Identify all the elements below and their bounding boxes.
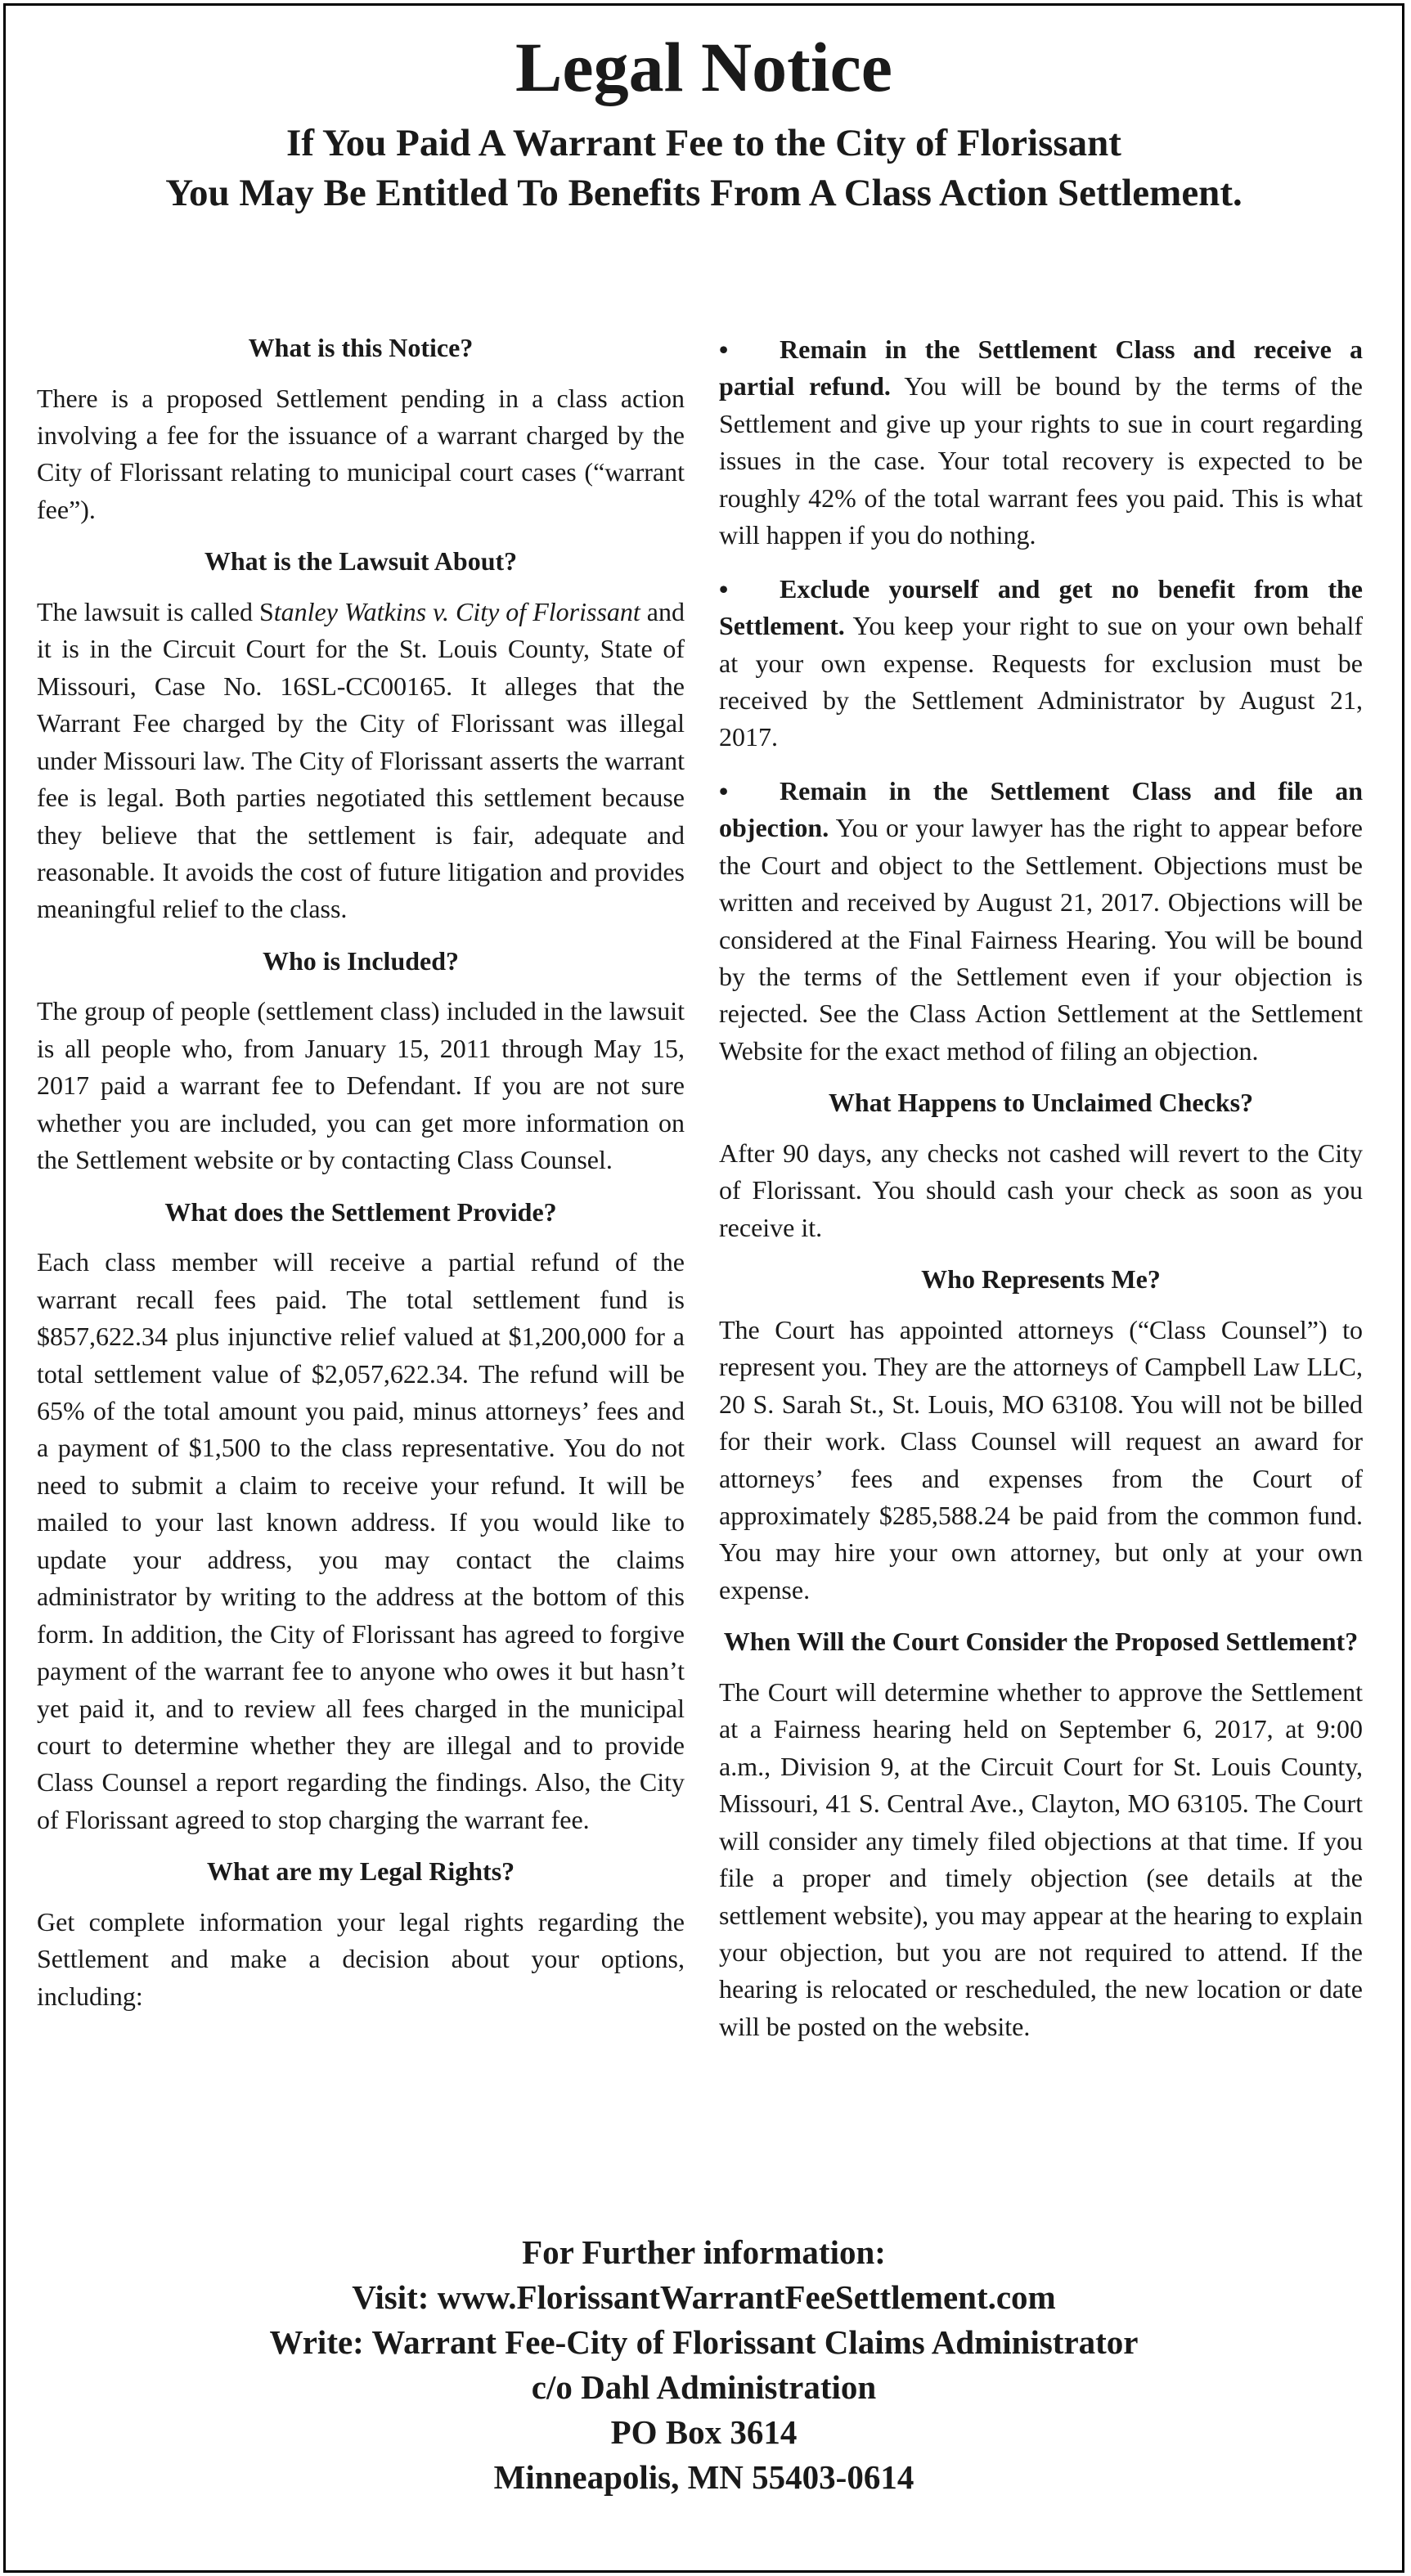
footer-line-1: For Further information: xyxy=(522,2233,886,2271)
body-who-represents: The Court has appointed attorneys (“Class Counsel”) to represent you. They are the attorneys of Campbell Law LLC, 20 S. Sarah St., St. Louis, MO 63108. You will not be billed for their work. Class Counsel will request an award for attorneys’ fees and expenses from the Court of approximately $285,588.24 be paid from the common fund. You may hire your own attorney, but only at your own expense. xyxy=(719,1314,1363,1604)
footer-care-of: c/o Dahl Administration xyxy=(531,2367,877,2406)
heading-who-represents: Who Represents Me? xyxy=(921,1264,1161,1295)
option-remain-refund xyxy=(719,331,1363,554)
option-exclude-text: You keep your right to sue on your own behalf at your own expense. Requests for exclusion must be received by the Settlement Administrator by August 21, 2017. xyxy=(719,611,1363,752)
left-column xyxy=(37,331,685,2031)
lawsuit-text-post: and it is in the Circuit Court for the St. Louis County, State of Missouri, Case No. 16SL-CC00165. It alleges that the Warrant Fee charged by the City of Florissant was illegal under Missouri law. The City of Florissant asserts the warrant fee is legal. Both parties negotiated this settlement because they believe that the settlement is fair, adequate and reasonable. It avoids the cost of future litigation and provides meaningful relief to the class. xyxy=(37,596,685,924)
heading-who-included: Who is Included? xyxy=(262,945,460,976)
bullet-icon: • xyxy=(719,775,729,806)
heading-unclaimed-checks: What Happens to Unclaimed Checks? xyxy=(828,1088,1254,1118)
body-settlement-provide: Each class member will receive a partial refund of the warrant recall fees paid. The total settlement fund is $857,622.34 plus injunctive relief valued at $1,200,000 for a total settlement value of $2,057,622.34. The refund will be 65% of the total amount you paid, minus attorneys’ fees and a payment of $1,500 to the class representative. You do not need to submit a claim to receive your refund. It will be mailed to your last known address. If you would like to update your address, you may contact the claims administrator by writing to the address at the bottom of this form. In addition, the City of Florissant has agreed to forgive payment of the warrant fee to anyone who owes it but hasn’t yet paid it, and to review all fees charged in the municipal court to determine whether they are illegal and to provide Class Counsel a report regarding the findings. Also, the City of Florissant agreed to stop charging the warrant fee. xyxy=(37,1247,685,1834)
lawsuit-text-pre: The lawsuit is called S xyxy=(37,596,274,626)
legal-notice-page xyxy=(3,3,1404,2573)
bullet-icon: • xyxy=(719,334,729,364)
bullet-icon: • xyxy=(719,573,729,604)
page-title: Legal Notice xyxy=(515,28,892,106)
footer-website: Visit: www.FlorissantWarrantFeeSettlement.com xyxy=(352,2278,1056,2316)
option-exclude-title: Exclude yourself and get no benefit from the Settlement. xyxy=(719,573,1363,641)
option-exclude xyxy=(719,571,1363,756)
heading-court-consider: When Will the Court Consider the Proposed Settlement? xyxy=(723,1627,1359,1657)
page-subtitle xyxy=(6,119,1402,218)
body-unclaimed-checks: After 90 days, any checks not cashed will revert to the City of Florissant. You should cash your check as soon as you receive it. xyxy=(719,1138,1363,1242)
footer-city: Minneapolis, MN 55403-0614 xyxy=(493,2457,914,2496)
heading-settlement-provide: What does the Settlement Provide? xyxy=(164,1196,557,1227)
option-objection-text: You or your lawyer has the right to appear before the Court and object to the Settlement. Objections must be written and received by August 21, 2017. Objections will be considered at the Final Fairness Hearing. You will be bound by the terms of the Settlement even if your objection is rejected. See the Class Action Settlement at the Settlement Website for the exact method of filing an objection. xyxy=(719,813,1363,1066)
heading-lawsuit-about: What is the Lawsuit About? xyxy=(204,546,518,577)
footer-po-box: PO Box 3614 xyxy=(610,2412,798,2451)
body-lawsuit-about xyxy=(37,594,685,928)
option-objection xyxy=(719,773,1363,1070)
body-what-is-notice: There is a proposed Settlement pending in a class action involving a fee for the issuance of a warrant charged by the City of Florissant relating to municipal court cases (“warrant fee”). xyxy=(37,383,685,524)
heading-legal-rights: What are my Legal Rights? xyxy=(206,1856,515,1887)
heading-what-is-notice: What is this Notice? xyxy=(248,333,474,362)
lawsuit-case-name: tanley Watkins v. City of Florissant xyxy=(273,596,640,626)
option-remain-refund-title: Remain in the Settlement Class and receive a partial refund. xyxy=(719,334,1363,402)
subtitle-line-1: If You Paid A Warrant Fee to the City of Florissant xyxy=(286,122,1121,165)
footer-write: Write: Warrant Fee-City of Florissant Claims Administrator xyxy=(269,2322,1139,2361)
subtitle-line-2: You May Be Entitled To Benefits From A Class Action Settlement. xyxy=(165,172,1242,215)
body-who-included: The group of people (settlement class) included in the lawsuit is all people who, from January 15, 2011 through May 15, 2017 paid a warrant fee to Defendant. If you are not sure whether you are included, you can get more information on the Settlement website or by contacting Class Counsel. xyxy=(37,996,685,1175)
contact-footer xyxy=(6,2230,1402,2500)
body-legal-rights: Get complete information your legal rights regarding the Settlement and make a decision about your options, including: xyxy=(37,1906,685,2011)
option-objection-title: Remain in the Settlement Class and file an objection. xyxy=(719,775,1363,843)
body-court-consider: The Court will determine whether to approve the Settlement at a Fairness hearing held on September 6, 2017, at 9:00 a.m., Division 9, at the Circuit Court for St. Louis County, Missouri, 41 S. Central Ave., Clayton, MO 63105. The Court will consider any timely filed objections at that time. If you file a proper and timely objection (see details at the settlement website), you may appear at the hearing to explain your objection, but you are not required to attend. If the hearing is relocated or rescheduled, the new location or date will be posted on the website. xyxy=(719,1676,1363,2041)
notice-header xyxy=(6,6,1402,218)
right-column xyxy=(719,331,1363,2062)
option-remain-refund-text: You will be bound by the terms of the Settlement and give up your rights to sue in court regarding issues in the case. Your total recovery is expected to be roughly 42% of the total warrant fees you paid. This is what will happen if you do nothing. xyxy=(719,371,1364,550)
